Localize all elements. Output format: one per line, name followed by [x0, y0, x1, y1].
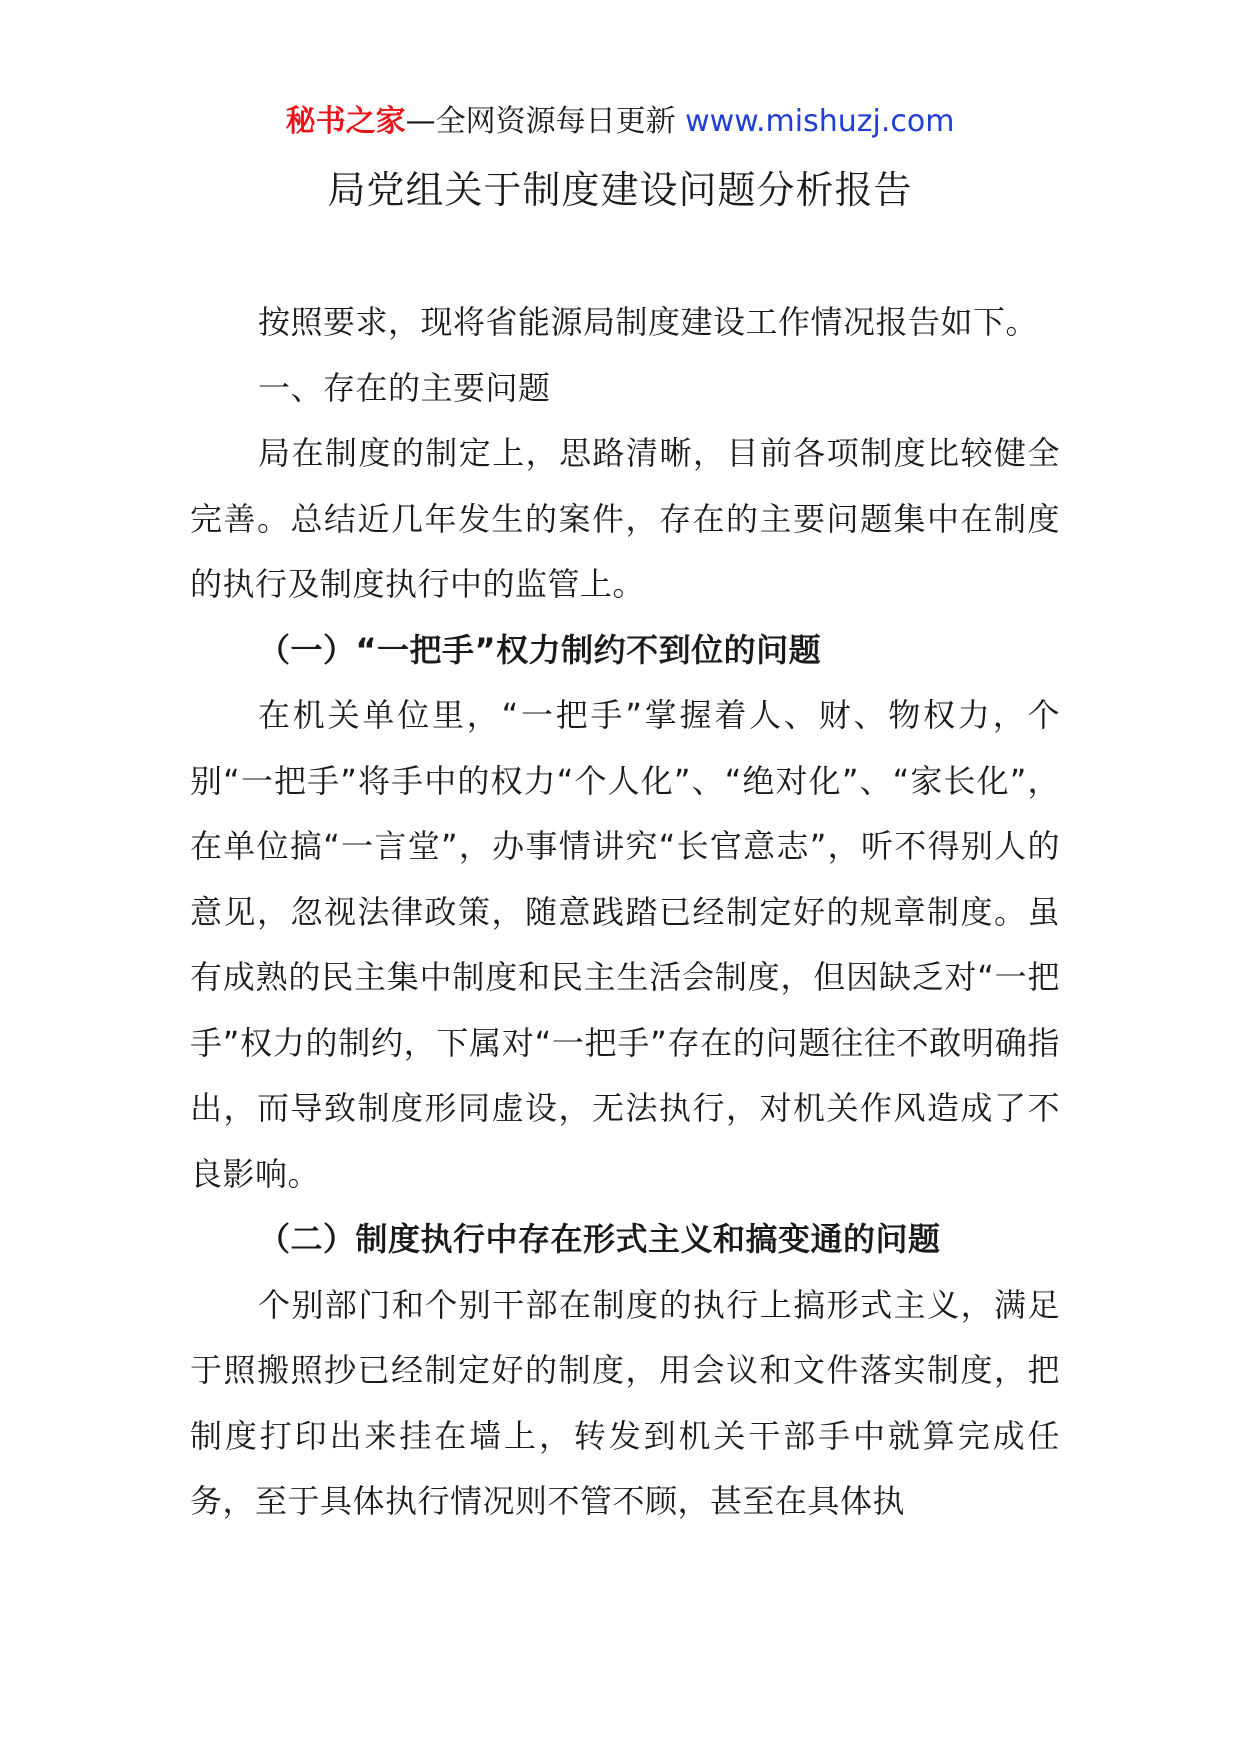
site-header [0, 102, 1240, 142]
intro-paragraph: 按照要求，现将省能源局制度建设工作情况报告如下。 [258, 303, 1039, 341]
section-heading-1: 一、存在的主要问题 [258, 368, 551, 407]
body-paragraph: 个别部门和个别干部在制度的执行上搞形式主义，满足于照搬照抄已经制定好的制度，用会议和文件落实制度，把制度打印出来挂在墙上，转发到机关干部手中就算完成任务，至于具体执行情况则不管不顾，甚至在具体执 [190, 1285, 1060, 1520]
site-url-link[interactable]: www.mishuzj.com [685, 104, 955, 139]
subsection-heading-1: （一）“一把手”权力制约不到位的问题 [258, 630, 822, 669]
body-paragraph: 在机关单位里，“一把手”掌握着人、财、物权力，个别“一把手”将手中的权力“个人化”、“绝对化”、“家长化”，在单位搞“一言堂”，办事情讲究“长官意志”，听不得别人的意见，忽视法律政策，随意践踏已经制定好的规章制度。虽有成熟的民主集中制度和民主生活会制度，但因缺乏对“一把手”权力的制约，下属对“一把手”存在的问题往往不敢明确指出，而导致制度形同虚设，无法执行，对机关作风造成了不良影响。 [190, 696, 1060, 1193]
header-tagline: —全网资源每日更新 [405, 104, 686, 139]
subsection-heading-2: （二）制度执行中存在形式主义和搞变通的问题 [258, 1220, 941, 1258]
brand-name: 秘书之家 [285, 104, 406, 139]
document-body [190, 290, 1060, 1535]
body-paragraph: 局在制度的制定上，思路清晰，目前各项制度比较健全完善。总结近几年发生的案件，存在的主要问题集中在制度的执行及制度执行中的监管上。 [190, 434, 1060, 603]
document-title: 局党组关于制度建设问题分析报告 [327, 168, 913, 212]
